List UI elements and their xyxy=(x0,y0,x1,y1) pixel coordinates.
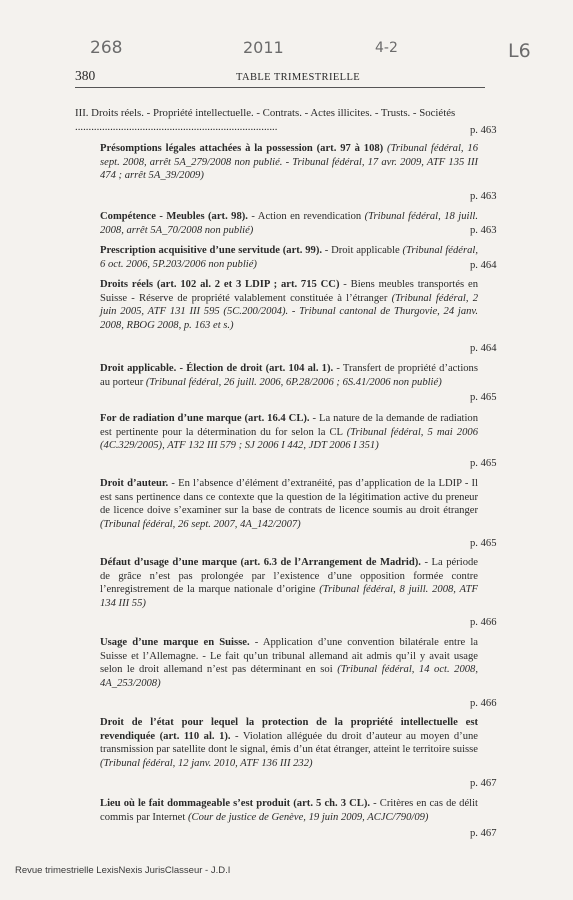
entry-citation: (Tribunal fédéral, 26 juill. 2006, 6P.28/2006 ; 6S.41/2006 non publié) xyxy=(145,376,442,388)
entry-title: Lieu où le fait dommageable s’est produit (art. 5 ch. 3 CL). xyxy=(100,798,371,809)
entry-desc: - En l’absence d’élément d’extranéité, pas d’application de la LDIP - Il est sans pertinence dans ce contexte que la question de la légitimation active du preneur de licence doive s’examiner sur la base de contrats de licence soumis au droit étranger xyxy=(100,478,478,516)
section-title xyxy=(75,107,477,134)
entry-citation: (Tribunal fédéral, 14 oct. 2008, 4A_253/2008) xyxy=(100,664,478,689)
entry-page: p. 465 xyxy=(470,392,497,403)
entry-citation: (Tribunal fédéral, 18 juill. 2008, arrêt 5A_70/2008 non publié) xyxy=(100,211,478,236)
entry-citation: (Tribunal fédéral, 5 mai 2006 (4C.329/2005), ATF 132 III 579 ; SJ 2006 I 442, JDT 2006 I 351) xyxy=(100,426,478,451)
entry-desc: - Application d’une convention bilatérale entre la Suisse et l’Allemagne. - Le fait qu’un tribunal allemand ait admis qu’il y avait usage selon le droit allemand n’est pas déterminant en soi xyxy=(100,637,478,675)
entry-page: p. 465 xyxy=(470,458,497,469)
entry-citation: (Tribunal fédéral, 16 sept. 2008, arrêt 5A_279/2008 non publié. - Tribunal fédéral, 17 avr. 2009, ATF 135 III 474 ; arrêt 5A_39/2009) xyxy=(100,143,479,181)
entry-page: p. 466 xyxy=(470,617,497,628)
toc-entry xyxy=(100,556,478,610)
entry-page: p. 466 xyxy=(470,698,497,709)
toc-entry xyxy=(100,142,478,183)
entry-citation: (Tribunal fédéral, 8 juill. 2008, ATF 134 III 55) xyxy=(100,584,478,609)
entry-page: p. 464 xyxy=(470,343,497,354)
toc-entry xyxy=(100,362,478,389)
entry-page: p. 465 xyxy=(470,538,497,549)
entry-desc: - Violation alléguée du droit d’auteur au moyen d’une transmission par satellite dont le signal, émis d’un état étranger, atteint le territoire suisse xyxy=(100,730,478,755)
entry-title: Compétence - Meubles (art. 98). xyxy=(100,211,248,222)
entry-title: Usage d’une marque en Suisse. xyxy=(100,637,250,648)
entry-title: Prescription acquisitive d’une servitude (art. 99). xyxy=(100,245,322,256)
entry-title: For de radiation d’une marque (art. 16.4 CL). xyxy=(100,413,310,424)
running-title: TABLE TRIMESTRIELLE xyxy=(236,72,361,83)
toc-entry xyxy=(100,278,478,332)
entry-title: Droits réels (art. 102 al. 2 et 3 LDIP ; art. 715 CC) xyxy=(100,279,340,290)
toc-entry xyxy=(100,716,478,770)
entry-citation: (Tribunal fédéral, 12 janv. 2010, ATF 136 III 232) xyxy=(100,757,313,769)
section-title-text: III. Droits réels. - Propriété intellectuelle. - Contrats. - Actes illicites. - Trusts. - Sociétés ........................................................................... xyxy=(75,107,456,133)
entry-citation: (Tribunal fédéral, 26 sept. 2007, 4A_142/2007) xyxy=(100,518,301,530)
entry-desc: - Transfert de propriété d’actions au porteur xyxy=(100,363,478,388)
section-page: p. 463 xyxy=(470,125,497,136)
entry-title: Droit applicable. - Élection de droit (art. 104 al. 1). xyxy=(100,363,334,374)
entry-citation: (Cour de justice de Genève, 19 juin 2009, ACJC/790/09) xyxy=(187,811,429,823)
handwritten-annotation-right: L6 xyxy=(508,40,531,62)
entry-title: Droit d’auteur. xyxy=(100,478,169,489)
toc-entry xyxy=(100,412,478,453)
toc-entry xyxy=(100,636,478,690)
toc-entry xyxy=(100,797,478,824)
entry-desc: - La nature de la demande de radiation est pertinente pour la détermination du for selon la CL xyxy=(100,413,479,438)
page-number: 380 xyxy=(75,68,96,83)
entry-desc: - Biens meubles transportés en Suisse - Réserve de propriété valablement constituée à l’étranger xyxy=(100,279,478,304)
entry-citation: (Tribunal fédéral, 6 oct. 2006, 5P.203/2006 non publié) xyxy=(100,245,478,270)
entry-citation: (Tribunal fédéral, 2 juin 2005, ATF 131 III 595 (5C.200/2004). - Tribunal cantonal de Thurgovie, 24 janv. 2008, RBOG 2008, p. 163 et s.) xyxy=(100,292,479,331)
entry-title: Présomptions légales attachées à la possession (art. 97 à 108) xyxy=(100,143,384,154)
handwritten-annotation-left: 268 xyxy=(90,38,123,58)
entry-title: Droit de l’état pour lequel la protection de la propriété intellectuelle est revendiquée (art. 110 al. 1). xyxy=(100,717,478,742)
entry-desc: - Critères en cas de délit commis par Internet xyxy=(100,798,478,823)
handwritten-annotation-mid: 2011 xyxy=(243,38,284,57)
entry-desc: - Action en revendication xyxy=(247,211,365,222)
entry-page: p. 463 xyxy=(470,225,497,236)
toc-entry xyxy=(100,244,478,271)
page-footer: Revue trimestrielle LexisNexis JurisClasseur - J.D.I xyxy=(15,865,231,876)
entry-desc: - La période de grâce n’est pas prolongée par l’existence d’une opposition formée contre l’enregistrement de la marque nationale d’origine xyxy=(100,557,478,595)
toc-entry xyxy=(100,477,478,531)
handwritten-annotation-num: 4-2 xyxy=(375,40,398,56)
entry-title: Défaut d’usage d’une marque (art. 6.3 de l’Arrangement de Madrid). xyxy=(100,557,421,568)
entry-desc: - Droit applicable xyxy=(322,245,403,256)
entry-page: p. 467 xyxy=(470,828,497,839)
entry-page: p. 467 xyxy=(470,778,497,789)
toc-entry xyxy=(100,210,478,237)
entry-page: p. 464 xyxy=(470,260,497,271)
entry-page: p. 463 xyxy=(470,191,497,202)
header-rule xyxy=(75,87,485,88)
